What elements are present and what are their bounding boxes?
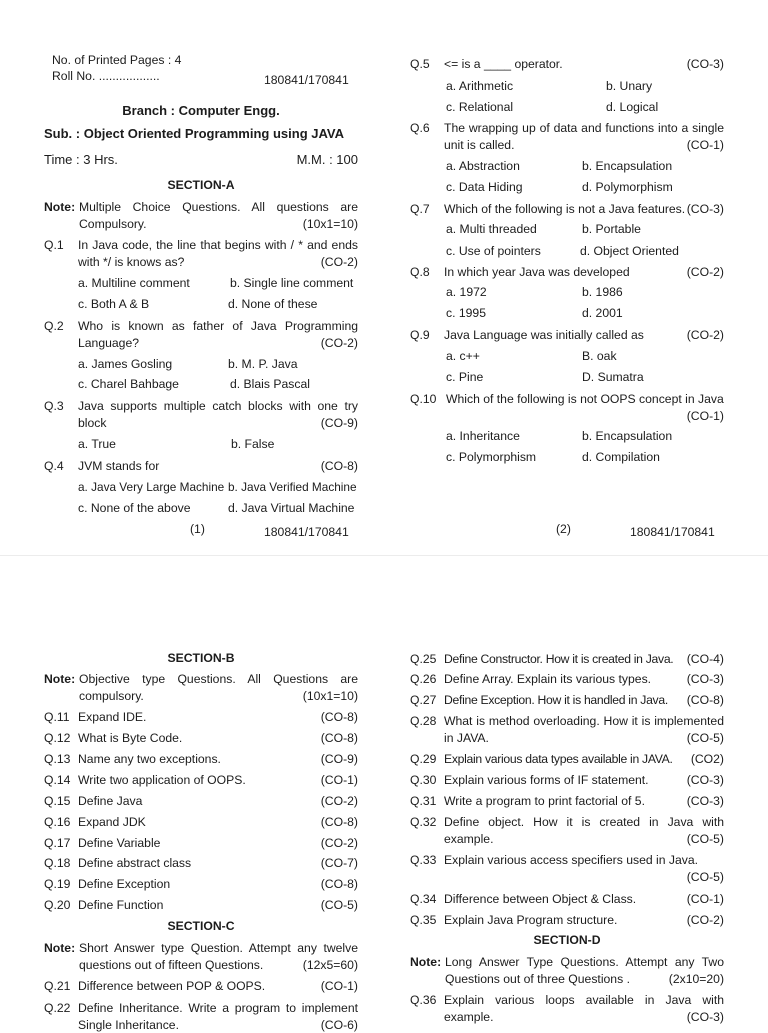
option-b: b. False <box>231 437 274 451</box>
question-number: Q.31 <box>410 793 436 810</box>
note-marks: (2x10=20) <box>669 971 724 988</box>
option-c: c. Both A & B <box>78 297 149 311</box>
question-33 <box>410 852 724 885</box>
option-a: a. Multi threaded <box>446 222 537 236</box>
question-number: Q.28 <box>410 713 436 730</box>
note-marks: (12x5=60) <box>303 957 358 974</box>
question-26 <box>410 671 724 688</box>
course-outcome: (CO-3) <box>687 1009 724 1026</box>
question-number: Q.29 <box>410 751 436 768</box>
section-a-heading: SECTION-A <box>44 178 358 192</box>
question-8 <box>410 264 724 281</box>
question-text: Define Exception. How it is handled in Java. <box>444 693 668 707</box>
course-outcome: (CO-2) <box>321 335 358 352</box>
option-d: d. 2001 <box>582 306 623 320</box>
question-number: Q.9 <box>410 327 430 344</box>
option-b: b. Portable <box>582 222 641 236</box>
question-text: Explain various forms of IF statement. <box>444 773 649 787</box>
question-number: Q.34 <box>410 891 436 908</box>
question-number: Q.4 <box>44 458 64 475</box>
question-text: Define object. How it is created in Java with example. <box>444 815 724 846</box>
course-outcome: (CO-1) <box>687 891 724 908</box>
question-number: Q.2 <box>44 318 64 335</box>
question-text: Expand IDE. <box>78 710 146 724</box>
question-number: Q.27 <box>410 692 436 709</box>
question-text: Explain Java Program structure. <box>444 913 617 927</box>
question-2 <box>44 318 358 351</box>
question-10 <box>410 391 724 424</box>
question-text: Java Language was initially called as <box>444 328 644 342</box>
question-text: Write two application of OOPS. <box>78 773 246 787</box>
option-a: a. Abstraction <box>446 159 520 173</box>
option-a: a. Java Very Large Machine <box>78 480 224 494</box>
max-marks: M.M. : 100 <box>297 152 358 167</box>
question-text: What is Byte Code. <box>78 731 182 745</box>
question-number: Q.12 <box>44 730 70 747</box>
page-number: (2) <box>556 522 571 536</box>
option-d: d. Java Virtual Machine <box>228 501 354 515</box>
course-outcome: (CO-2) <box>687 264 724 281</box>
question-number: Q.32 <box>410 814 436 831</box>
section-a-note <box>44 199 358 232</box>
page-number: (1) <box>190 522 205 536</box>
question-text: Who is known as father of Java Programming Language? <box>78 319 358 350</box>
question-number: Q.13 <box>44 751 70 768</box>
question-36 <box>410 992 724 1025</box>
question-number: Q.35 <box>410 912 436 929</box>
question-21 <box>44 978 358 995</box>
question-14 <box>44 772 358 789</box>
note-marks: (10x1=10) <box>303 216 358 233</box>
option-a: a. Multiline comment <box>78 276 190 290</box>
question-22 <box>44 1000 358 1033</box>
question-29 <box>410 751 724 768</box>
note-label: Note: <box>410 954 441 971</box>
time-marks-row <box>44 152 358 167</box>
paper-code: 180841/170841 <box>264 73 349 87</box>
section-d-note <box>410 954 724 987</box>
section-c-heading: SECTION-C <box>44 919 358 933</box>
option-d: D. Sumatra <box>582 370 644 384</box>
course-outcome: (CO-5) <box>687 831 724 848</box>
section-b-heading: SECTION-B <box>44 651 358 665</box>
question-text: Define Exception <box>78 877 170 891</box>
question-text: Define Constructor. How it is created in Java. <box>444 652 673 666</box>
question-number: Q.3 <box>44 398 64 415</box>
course-outcome: (CO-8) <box>321 709 358 726</box>
question-19 <box>44 876 358 893</box>
question-number: Q.17 <box>44 835 70 852</box>
option-c: c. Relational <box>446 100 513 114</box>
course-outcome: (CO2) <box>691 751 724 768</box>
question-11 <box>44 709 358 726</box>
question-35 <box>410 912 724 929</box>
course-outcome: (CO-3) <box>687 793 724 810</box>
option-b: b. Encapsulation <box>582 159 672 173</box>
option-c: c. Data Hiding <box>446 180 523 194</box>
question-13 <box>44 751 358 768</box>
roll-number: Roll No. .................. <box>52 69 160 83</box>
option-d: d. Blais Pascal <box>230 377 310 391</box>
note-text: Multiple Choice Questions. All questions are Compulsory. <box>79 200 358 231</box>
question-text: Define Function <box>78 898 163 912</box>
footer-paper-code: 180841/170841 <box>264 525 349 539</box>
time-allowed: Time : 3 Hrs. <box>44 152 118 167</box>
option-d: d. Compilation <box>582 450 660 464</box>
question-7 <box>410 201 724 218</box>
option-c: c. Use of pointers <box>446 244 541 258</box>
question-25 <box>410 651 724 668</box>
question-text: Difference between POP & OOPS. <box>78 979 265 993</box>
footer-paper-code: 180841/170841 <box>630 525 715 539</box>
question-number: Q.18 <box>44 855 70 872</box>
question-text: Expand JDK <box>78 815 146 829</box>
question-4 <box>44 458 358 475</box>
question-text: What is method overloading. How it is implemented in JAVA. <box>444 714 724 745</box>
option-b: b. Encapsulation <box>582 429 672 443</box>
option-c: c. 1995 <box>446 306 486 320</box>
course-outcome: (CO-5) <box>687 869 724 886</box>
question-text: Which of the following is not OOPS concept in Java <box>446 392 724 406</box>
course-outcome: (CO-7) <box>321 855 358 872</box>
question-number: Q.19 <box>44 876 70 893</box>
course-outcome: (CO-8) <box>321 730 358 747</box>
question-32 <box>410 814 724 847</box>
branch: Branch : Computer Engg. <box>44 103 358 118</box>
option-b: b. Single line comment <box>230 276 353 290</box>
note-text: Objective type Questions. All Questions are compulsory. <box>79 672 358 703</box>
option-b: B. oak <box>582 349 617 363</box>
course-outcome: (CO-5) <box>321 897 358 914</box>
option-d: d. Object Oriented <box>580 244 679 258</box>
question-16 <box>44 814 358 831</box>
question-text: Explain various data types available in JAVA. <box>444 752 673 766</box>
question-text: Write a program to print factorial of 5. <box>444 794 645 808</box>
question-number: Q.16 <box>44 814 70 831</box>
section-d-heading: SECTION-D <box>410 933 724 947</box>
bottom-sheet <box>0 556 768 1024</box>
question-28 <box>410 713 724 746</box>
question-20 <box>44 897 358 914</box>
question-number: Q.30 <box>410 772 436 789</box>
question-15 <box>44 793 358 810</box>
course-outcome: (CO-1) <box>687 408 724 425</box>
question-number: Q.36 <box>410 992 436 1009</box>
section-c-note <box>44 940 358 973</box>
option-a: a. c++ <box>446 349 480 363</box>
question-31 <box>410 793 724 810</box>
option-a: a. 1972 <box>446 285 487 299</box>
question-number: Q.22 <box>44 1000 70 1017</box>
question-number: Q.5 <box>410 56 430 73</box>
question-1 <box>44 237 358 270</box>
option-b: b. Java Verified Machine <box>228 480 357 494</box>
option-d: d. Logical <box>606 100 658 114</box>
course-outcome: (CO-2) <box>687 912 724 929</box>
question-text: Explain various loops available in Java with example. <box>444 993 724 1024</box>
course-outcome: (CO-8) <box>321 458 358 475</box>
course-outcome: (CO-6) <box>321 1017 358 1033</box>
course-outcome: (CO-1) <box>321 978 358 995</box>
question-number: Q.6 <box>410 120 430 137</box>
question-text: Java supports multiple catch blocks with one try block <box>78 399 358 430</box>
course-outcome: (CO-9) <box>321 751 358 768</box>
question-number: Q.8 <box>410 264 430 281</box>
section-b-note <box>44 671 358 704</box>
question-5 <box>410 56 724 73</box>
question-6 <box>410 120 724 153</box>
question-9 <box>410 327 724 344</box>
question-text: Define abstract class <box>78 856 191 870</box>
note-text: Long Answer Type Questions. Attempt any Two Questions out of three Questions . <box>445 955 724 986</box>
option-a: a. True <box>78 437 116 451</box>
course-outcome: (CO-1) <box>687 137 724 154</box>
course-outcome: (CO-4) <box>687 651 724 668</box>
question-number: Q.33 <box>410 852 436 869</box>
question-text: Define Variable <box>78 836 160 850</box>
option-a: a. James Gosling <box>78 357 172 371</box>
course-outcome: (CO-2) <box>321 835 358 852</box>
course-outcome: (CO-3) <box>687 201 724 218</box>
question-number: Q.25 <box>410 651 436 668</box>
question-27 <box>410 692 724 709</box>
option-a: a. Inheritance <box>446 429 520 443</box>
question-number: Q.26 <box>410 671 436 688</box>
note-label: Note: <box>44 671 75 688</box>
question-34 <box>410 891 724 908</box>
question-number: Q.11 <box>44 709 70 726</box>
question-17 <box>44 835 358 852</box>
question-text: Name any two exceptions. <box>78 752 221 766</box>
course-outcome: (CO-3) <box>687 671 724 688</box>
note-label: Note: <box>44 940 75 957</box>
note-marks: (10x1=10) <box>303 688 358 705</box>
question-number: Q.10 <box>410 391 436 408</box>
question-text: Define Array. Explain its various types. <box>444 672 651 686</box>
question-number: Q.21 <box>44 978 70 995</box>
question-text: Difference between Object & Class. <box>444 892 636 906</box>
question-text: The wrapping up of data and functions into a single unit is called. <box>444 121 724 152</box>
option-c: c. None of the above <box>78 501 190 515</box>
question-text: In Java code, the line that begins with / * and ends with */ is knows as? <box>78 238 358 269</box>
option-d: d. None of these <box>228 297 317 311</box>
course-outcome: (CO-2) <box>687 327 724 344</box>
course-outcome: (CO-2) <box>321 793 358 810</box>
course-outcome: (CO-3) <box>687 56 724 73</box>
question-number: Q.20 <box>44 897 70 914</box>
course-outcome: (CO-5) <box>687 730 724 747</box>
course-outcome: (CO-8) <box>321 876 358 893</box>
option-c: c. Charel Bahbage <box>78 377 179 391</box>
question-text: JVM stands for <box>78 459 159 473</box>
question-text: Define Java <box>78 794 142 808</box>
question-number: Q.7 <box>410 201 430 218</box>
course-outcome: (CO-9) <box>321 415 358 432</box>
note-text: Short Answer type Question. Attempt any twelve questions out of fifteen Questions. <box>79 941 358 972</box>
question-30 <box>410 772 724 789</box>
course-outcome: (CO-8) <box>321 814 358 831</box>
course-outcome: (CO-2) <box>321 254 358 271</box>
question-number: Q.15 <box>44 793 70 810</box>
option-b: b. Unary <box>606 79 652 93</box>
option-c: c. Pine <box>446 370 483 384</box>
question-number: Q.14 <box>44 772 70 789</box>
question-text: Explain various access specifiers used in Java. <box>444 853 698 867</box>
option-c: c. Polymorphism <box>446 450 536 464</box>
course-outcome: (CO-3) <box>687 772 724 789</box>
question-12 <box>44 730 358 747</box>
question-text: Define Inheritance. Write a program to implement Single Inheritance. <box>78 1001 358 1032</box>
course-outcome: (CO-8) <box>687 692 724 709</box>
question-18 <box>44 855 358 872</box>
question-3 <box>44 398 358 431</box>
option-b: b. 1986 <box>582 285 623 299</box>
question-text: <= is a ____ operator. <box>444 57 563 71</box>
subject: Sub. : Object Oriented Programming using JAVA <box>44 126 344 141</box>
option-d: d. Polymorphism <box>582 180 673 194</box>
question-number: Q.1 <box>44 237 64 254</box>
question-text: In which year Java was developed <box>444 265 630 279</box>
printed-pages: No. of Printed Pages : 4 <box>52 53 181 67</box>
question-text: Which of the following is not a Java features. <box>444 202 685 216</box>
option-b: b. M. P. Java <box>228 357 298 371</box>
option-a: a. Arithmetic <box>446 79 513 93</box>
note-label: Note: <box>44 199 75 216</box>
course-outcome: (CO-1) <box>321 772 358 789</box>
